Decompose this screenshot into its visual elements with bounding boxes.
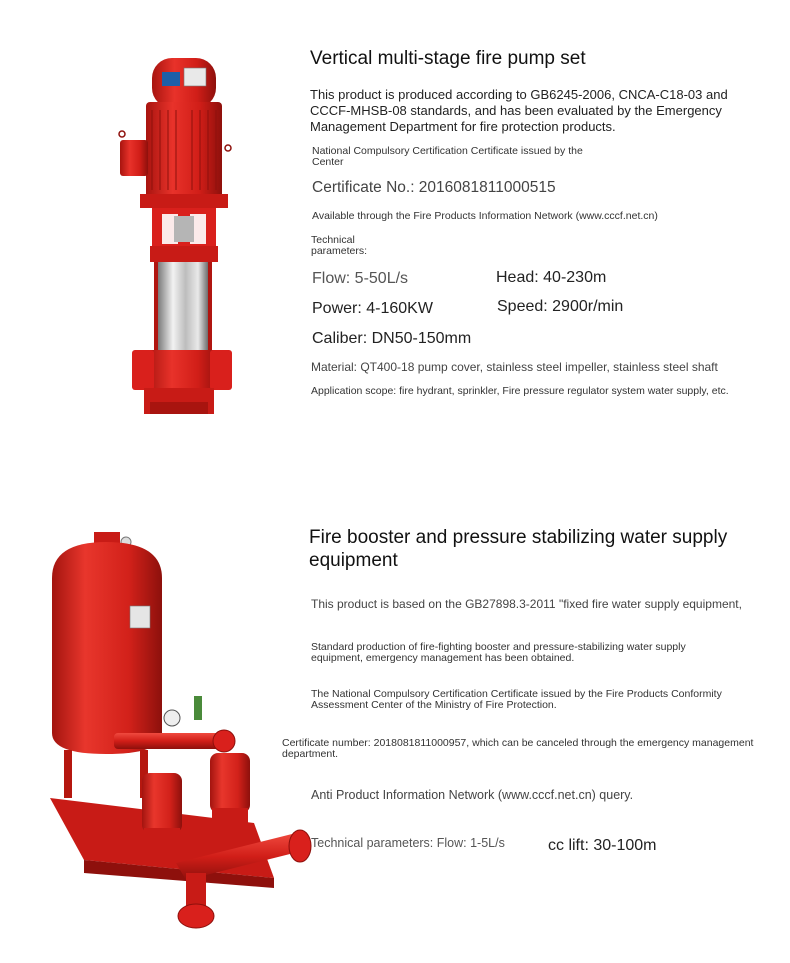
param-head: Head: 40-230m bbox=[496, 269, 607, 286]
section2-certificate-number: Certificate number: 2018081811000957, which can be canceled through the emergency management department. bbox=[282, 737, 754, 760]
section1-application: Application scope: fire hydrant, sprinkler, Fire pressure regulator system water supply, etc. bbox=[311, 385, 729, 397]
vertical-multistage-fire-pump-image bbox=[112, 50, 247, 420]
param-flow: Flow: 5-50L/s bbox=[312, 270, 409, 287]
section2-based-on: This product is based on the GB27898.3-2011 "fixed fire water supply equipment, bbox=[311, 597, 742, 611]
param-power: Power: 4-160KW bbox=[312, 300, 433, 317]
section1-material: Material: QT400-18 pump cover, stainless steel impeller, stainless steel shaft bbox=[311, 360, 718, 374]
section1-available: Available through the Fire Products Information Network (www.cccf.net.cn) bbox=[312, 210, 658, 222]
section2-national-cert: The National Compulsory Certification Certificate issued by the Fire Products Conformity Assessment Center of the Ministry of Fire Protection. bbox=[311, 688, 722, 711]
section2-title: Fire booster and pressure stabilizing water supply equipment bbox=[309, 527, 728, 571]
section1-title: Vertical multi-stage fire pump set bbox=[310, 48, 586, 69]
section1-technical-label: Technical parameters: bbox=[311, 234, 368, 257]
section2-anti-network: Anti Product Information Network (www.cccf.net.cn) query. bbox=[311, 788, 634, 802]
param-speed: Speed: 2900r/min bbox=[497, 298, 624, 315]
section1-certificate-no: Certificate No.: 2016081811000515 bbox=[312, 179, 556, 196]
param-lift: cc lift: 30-100m bbox=[548, 837, 657, 854]
fire-booster-equipment-image bbox=[44, 528, 314, 933]
section2-technical-flow: Technical parameters: Flow: 1-5L/s bbox=[311, 836, 505, 850]
param-caliber: Caliber: DN50-150mm bbox=[312, 330, 472, 347]
section2-standard: Standard production of fire-fighting booster and pressure-stabilizing water supply equipment, emergency management has been obtained. bbox=[311, 641, 686, 664]
section1-cert-issuer: National Compulsory Certification Certificate issued by the Center bbox=[312, 145, 583, 168]
section1-intro: This product is produced according to GB6245-2006, CNCA-C18-03 and CCCF-MHSB-08 standards, and has been evaluated by the Emergency Management Department for fire protection products. bbox=[310, 87, 728, 134]
